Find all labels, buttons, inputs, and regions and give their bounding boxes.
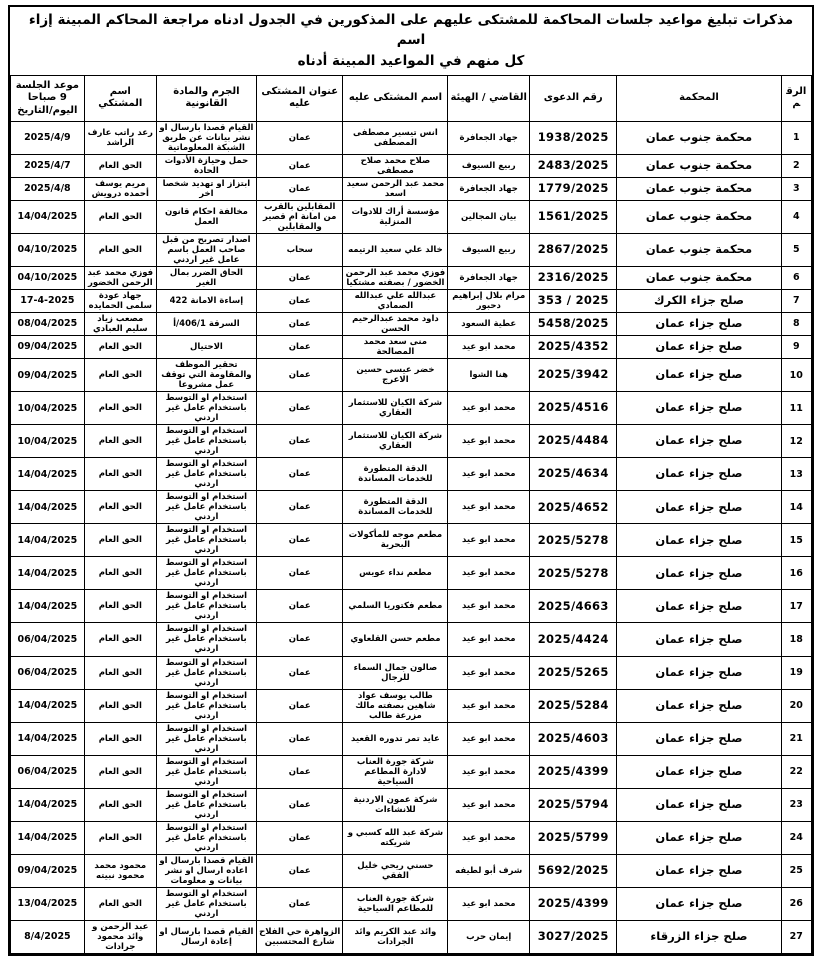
crime-description: استخدام او التوسط باستخدام عامل غير اردني xyxy=(156,689,256,722)
row-number: 1 xyxy=(781,121,811,154)
table-row xyxy=(11,656,812,689)
row-number: 14 xyxy=(781,491,811,524)
col-header-address: عنوان المشتكى عليه xyxy=(256,75,343,121)
defendant-name: فوزي محمد عبد الرحمن الخضور / بصفته مشتكيا xyxy=(343,266,448,289)
defendant-address: المقابلين بالقرب من امانة ام قصير والمقابلين xyxy=(256,200,343,233)
case-number: 5458/2025 xyxy=(530,313,617,336)
table-header xyxy=(11,75,812,121)
table-row xyxy=(11,722,812,755)
defendant-address: عمان xyxy=(256,121,343,154)
crime-description: ابتزاز او تهديد شخصا اخر xyxy=(156,177,256,200)
case-number: 2025/5278 xyxy=(530,557,617,590)
complainant-name: الحق العام xyxy=(84,524,156,557)
judge-name: بيان المجالين xyxy=(448,200,530,233)
defendant-address: الزواهرة حي الفلاح شارع المحتسبين xyxy=(256,920,343,953)
crime-description: استخدام او التوسط باستخدام عامل غير اردني xyxy=(156,656,256,689)
hearing-date: 14/04/2025 xyxy=(11,200,85,233)
case-number: 2025/4634 xyxy=(530,458,617,491)
row-number: 17 xyxy=(781,590,811,623)
case-number: 2025/4516 xyxy=(530,392,617,425)
row-number: 11 xyxy=(781,392,811,425)
hearing-date: 09/04/2025 xyxy=(11,359,85,392)
judge-name: محمد ابو عيد xyxy=(448,557,530,590)
table-row xyxy=(11,590,812,623)
crime-description: حمل وحيازة الأدوات الحادة xyxy=(156,154,256,177)
col-header-crime: الجرم والمادة القانونية xyxy=(156,75,256,121)
table-row xyxy=(11,289,812,312)
table-row xyxy=(11,887,812,920)
judge-name: ربيع السيوف xyxy=(448,154,530,177)
judge-name: شرف أبو لطيفه xyxy=(448,854,530,887)
judge-name: محمد ابو عيد xyxy=(448,689,530,722)
hearing-date: 14/04/2025 xyxy=(11,722,85,755)
crime-description: إساءة الامانة 422 xyxy=(156,289,256,312)
crime-description: استخدام او التوسط باستخدام عامل غير اردني xyxy=(156,524,256,557)
row-number: 21 xyxy=(781,722,811,755)
court-name: صلح جزاء عمان xyxy=(617,788,781,821)
document-title xyxy=(10,7,812,75)
hearing-date: 09/04/2025 xyxy=(11,854,85,887)
court-name: صلح جزاء عمان xyxy=(617,392,781,425)
hearing-date: 14/04/2025 xyxy=(11,689,85,722)
court-name: صلح جزاء عمان xyxy=(617,313,781,336)
table-row xyxy=(11,755,812,788)
table-row xyxy=(11,920,812,953)
crime-description: استخدام او التوسط باستخدام عامل غير اردني xyxy=(156,821,256,854)
defendant-address: عمان xyxy=(256,266,343,289)
defendant-name: شركة عبد الله كسبي و شريكته xyxy=(343,821,448,854)
complainant-name: الحق العام xyxy=(84,392,156,425)
row-number: 10 xyxy=(781,359,811,392)
crime-description: استخدام او التوسط باستخدام عامل غير اردني xyxy=(156,755,256,788)
defendant-address: عمان xyxy=(256,336,343,359)
row-number: 15 xyxy=(781,524,811,557)
row-number: 4 xyxy=(781,200,811,233)
crime-description: مخالفة احكام قانون العمل xyxy=(156,200,256,233)
table-row xyxy=(11,392,812,425)
case-number: 2025/4652 xyxy=(530,491,617,524)
complainant-name: الحق العام xyxy=(84,200,156,233)
hearing-date: 17-4-2025 xyxy=(11,289,85,312)
court-name: صلح جزاء عمان xyxy=(617,336,781,359)
col-header-defendant: اسم المشتكى عليه xyxy=(343,75,448,121)
court-name: صلح جزاء عمان xyxy=(617,524,781,557)
case-number: 2025/4399 xyxy=(530,887,617,920)
defendant-address: عمان xyxy=(256,656,343,689)
defendant-address: عمان xyxy=(256,491,343,524)
crime-description: السرقة 406/1/أ xyxy=(156,313,256,336)
judge-name: محمد ابو عيد xyxy=(448,623,530,656)
crime-description: القيام قصدا بارسال او اعاده ارسال او نشر بيانات و معلومات xyxy=(156,854,256,887)
crime-description: استخدام او التوسط باستخدام عامل غير اردني xyxy=(156,722,256,755)
table-row xyxy=(11,557,812,590)
case-number: 2483/2025 xyxy=(530,154,617,177)
col-header-number: الرقم xyxy=(781,75,811,121)
judge-name: محمد ابو عيد xyxy=(448,524,530,557)
case-number: 2867/2025 xyxy=(530,233,617,266)
hearing-date: 2025/4/8 xyxy=(11,177,85,200)
court-name: صلح جزاء عمان xyxy=(617,722,781,755)
complainant-name: محمود محمد محمود نبيته xyxy=(84,854,156,887)
court-name: صلح جزاء عمان xyxy=(617,854,781,887)
hearing-date: 14/04/2025 xyxy=(11,788,85,821)
hearings-table xyxy=(10,75,812,954)
hearing-date: 2025/4/9 xyxy=(11,121,85,154)
row-number: 27 xyxy=(781,920,811,953)
row-number: 6 xyxy=(781,266,811,289)
hearing-date: 08/04/2025 xyxy=(11,313,85,336)
defendant-name: وائد عبد الكريم وائد الجرادات xyxy=(343,920,448,953)
row-number: 9 xyxy=(781,336,811,359)
complainant-name: الحق العام xyxy=(84,689,156,722)
court-name: محكمة جنوب عمان xyxy=(617,266,781,289)
crime-description: الحاق الضرر بمال الغير xyxy=(156,266,256,289)
defendant-address: عمان xyxy=(256,854,343,887)
judge-name: إيمان حرب xyxy=(448,920,530,953)
row-number: 22 xyxy=(781,755,811,788)
defendant-address: عمان xyxy=(256,524,343,557)
table-row xyxy=(11,200,812,233)
crime-description: استخدام او التوسط باستخدام عامل غير اردني xyxy=(156,392,256,425)
hearing-date: 06/04/2025 xyxy=(11,656,85,689)
complainant-name: الحق العام xyxy=(84,623,156,656)
complainant-name: مريم يوسف أحمده درويش xyxy=(84,177,156,200)
defendant-address: عمان xyxy=(256,887,343,920)
complainant-name: الحق العام xyxy=(84,590,156,623)
complainant-name: جهاد عودة سلمى الحمايده xyxy=(84,289,156,312)
case-number: 5692/2025 xyxy=(530,854,617,887)
hearing-date: 8/4/2025 xyxy=(11,920,85,953)
judge-name: هنا الشوا xyxy=(448,359,530,392)
table-row xyxy=(11,491,812,524)
table-row xyxy=(11,854,812,887)
table-row xyxy=(11,689,812,722)
judge-name: مرام بلال إبراهيم دحبور xyxy=(448,289,530,312)
table-row xyxy=(11,266,812,289)
complainant-name: الحق العام xyxy=(84,491,156,524)
defendant-address: عمان xyxy=(256,177,343,200)
hearing-date: 04/10/2025 xyxy=(11,266,85,289)
crime-description: استخدام او التوسط باستخدام عامل غير اردني xyxy=(156,623,256,656)
defendant-address: عمان xyxy=(256,154,343,177)
court-name: محكمة جنوب عمان xyxy=(617,233,781,266)
complainant-name: فوزي محمد عبد الرحمن الخضور xyxy=(84,266,156,289)
defendant-name: مطعم حسن القلعاوي xyxy=(343,623,448,656)
case-number: 2025/4352 xyxy=(530,336,617,359)
defendant-name: خضر عيسى حسين الاعرج xyxy=(343,359,448,392)
judge-name: عطية السعود xyxy=(448,313,530,336)
crime-description: استخدام او التوسط باستخدام عامل غير اردني xyxy=(156,425,256,458)
defendant-address: عمان xyxy=(256,623,343,656)
row-number: 24 xyxy=(781,821,811,854)
table-body xyxy=(11,121,812,953)
document-title-line2: كل منهم في المواعيد المبينة أدناه xyxy=(297,52,525,69)
table-row xyxy=(11,233,812,266)
complainant-name: الحق العام xyxy=(84,722,156,755)
col-header-judge: القاضي / الهيئة xyxy=(448,75,530,121)
hearing-date: 06/04/2025 xyxy=(11,755,85,788)
defendant-address: عمان xyxy=(256,590,343,623)
court-name: محكمة جنوب عمان xyxy=(617,154,781,177)
court-name: صلح جزاء عمان xyxy=(617,590,781,623)
complainant-name: الحق العام xyxy=(84,788,156,821)
document-title-line1: مذكرات تبليغ مواعيد جلسات المحاكمة للمشتكى عليهم على المذكورين في الجدول ادناه مراجعة المحاكم المبينة إزاء اسم xyxy=(28,12,794,49)
judge-name: ربيع السيوف xyxy=(448,233,530,266)
complainant-name: الحق العام xyxy=(84,359,156,392)
hearing-date: 09/04/2025 xyxy=(11,336,85,359)
table-row xyxy=(11,313,812,336)
defendant-address: عمان xyxy=(256,392,343,425)
judge-name: محمد ابو عيد xyxy=(448,491,530,524)
defendant-address: عمان xyxy=(256,359,343,392)
complainant-name: الحق العام xyxy=(84,887,156,920)
hearing-date: 14/04/2025 xyxy=(11,557,85,590)
judge-name: جهاد الجعافرة xyxy=(448,177,530,200)
court-name: صلح جزاء عمان xyxy=(617,623,781,656)
defendant-name: شركة جورة العناب لادارة المطاعم السياحية xyxy=(343,755,448,788)
case-number: 1561/2025 xyxy=(530,200,617,233)
defendant-address: عمان xyxy=(256,289,343,312)
complainant-name: مصعب زياد سليم العبادي xyxy=(84,313,156,336)
complainant-name: عبد الرحمن و وائد محمود جرادات xyxy=(84,920,156,953)
crime-description: تحقير الموظف والمقاومة التي توقف عمل مشروعا xyxy=(156,359,256,392)
hearing-date: 06/04/2025 xyxy=(11,623,85,656)
defendant-address: سحاب xyxy=(256,233,343,266)
court-name: صلح جزاء عمان xyxy=(617,887,781,920)
judge-name: جهاد الجعافرة xyxy=(448,266,530,289)
complainant-name: الحق العام xyxy=(84,425,156,458)
judge-name: محمد ابو عيد xyxy=(448,590,530,623)
case-number: 2025/4663 xyxy=(530,590,617,623)
case-number: 2025/5265 xyxy=(530,656,617,689)
judge-name: محمد ابو عيد xyxy=(448,722,530,755)
crime-description: القيام قصدا بارسال او نشر بيانات عن طريق الشبكة المعلوماتية xyxy=(156,121,256,154)
row-number: 5 xyxy=(781,233,811,266)
document-frame xyxy=(8,5,814,956)
defendant-name: شركة الكيان للاستثمار العقاري xyxy=(343,425,448,458)
crime-description: القيام قصدا بارسال او إعادة ارسال xyxy=(156,920,256,953)
defendant-name: داود محمد عبدالرحيم الحسن xyxy=(343,313,448,336)
defendant-name: منى سعد محمد المصالحة xyxy=(343,336,448,359)
defendant-name: شركة جورة العناب للمطاعم السياحية xyxy=(343,887,448,920)
col-header-court: المحكمة xyxy=(617,75,781,121)
defendant-name: الدقة المتطورة للخدمات المساندة xyxy=(343,458,448,491)
defendant-name: مؤسسة أراك للادوات المنزلية xyxy=(343,200,448,233)
crime-description: استخدام او التوسط باستخدام عامل غير اردني xyxy=(156,458,256,491)
col-header-case-number: رقم الدعوى xyxy=(530,75,617,121)
case-number: 2025/4484 xyxy=(530,425,617,458)
court-name: صلح جزاء عمان xyxy=(617,689,781,722)
defendant-name: محمد عبد الرحمن سعيد اسعد xyxy=(343,177,448,200)
defendant-name: صلاح محمد صلاح مصطفى xyxy=(343,154,448,177)
case-number: 2025/5278 xyxy=(530,524,617,557)
crime-description: استخدام او التوسط باستخدام عامل غير اردني xyxy=(156,788,256,821)
table-row xyxy=(11,177,812,200)
court-name: صلح جزاء عمان xyxy=(617,557,781,590)
court-name: صلح جزاء الكرك xyxy=(617,289,781,312)
defendant-name: طالب يوسف عواد شاهين بصفته مالك مزرعة طالب xyxy=(343,689,448,722)
court-name: محكمة جنوب عمان xyxy=(617,177,781,200)
defendant-name: شركة الكيان للاستثمار العقاري xyxy=(343,392,448,425)
crime-description: استخدام او التوسط باستخدام عامل غير اردني xyxy=(156,491,256,524)
defendant-name: مطعم فكتوريا السلمي xyxy=(343,590,448,623)
crime-description: اصدار تصريح من قبل صاحب العمل باسم عامل غير اردني xyxy=(156,233,256,266)
crime-description: استخدام او التوسط باستخدام عامل غير اردني xyxy=(156,887,256,920)
hearing-date: 2025/4/7 xyxy=(11,154,85,177)
court-name: محكمة جنوب عمان xyxy=(617,121,781,154)
case-number: 2025/4603 xyxy=(530,722,617,755)
case-number: 2025/4399 xyxy=(530,755,617,788)
judge-name: محمد ابو عيد xyxy=(448,887,530,920)
defendant-name: الدقة المتطورة للخدمات المساندة xyxy=(343,491,448,524)
court-name: صلح جزاء عمان xyxy=(617,656,781,689)
defendant-address: عمان xyxy=(256,689,343,722)
case-number: 2025/3942 xyxy=(530,359,617,392)
table-row xyxy=(11,336,812,359)
hearing-date: 10/04/2025 xyxy=(11,392,85,425)
hearing-date: 04/10/2025 xyxy=(11,233,85,266)
row-number: 13 xyxy=(781,458,811,491)
complainant-name: الحق العام xyxy=(84,154,156,177)
table-row xyxy=(11,458,812,491)
defendant-name: انس تيسير مصطفى المصطفى xyxy=(343,121,448,154)
defendant-name: صالون جمال السماء للرجال xyxy=(343,656,448,689)
table-row xyxy=(11,121,812,154)
complainant-name: الحق العام xyxy=(84,557,156,590)
row-number: 3 xyxy=(781,177,811,200)
judge-name: محمد ابو عيد xyxy=(448,656,530,689)
defendant-address: عمان xyxy=(256,458,343,491)
row-number: 7 xyxy=(781,289,811,312)
defendant-address: عمان xyxy=(256,722,343,755)
defendant-address: عمان xyxy=(256,788,343,821)
table-row xyxy=(11,154,812,177)
table-header-row xyxy=(11,75,812,121)
table-row xyxy=(11,623,812,656)
judge-name: محمد ابو عيد xyxy=(448,458,530,491)
case-number: 2316/2025 xyxy=(530,266,617,289)
table-row xyxy=(11,821,812,854)
row-number: 8 xyxy=(781,313,811,336)
defendant-name: خالد علي سعيد الرتيمه xyxy=(343,233,448,266)
table-row xyxy=(11,788,812,821)
row-number: 2 xyxy=(781,154,811,177)
court-name: صلح جزاء الزرقاء xyxy=(617,920,781,953)
complainant-name: رعد راتب عارف الراشد xyxy=(84,121,156,154)
table-row xyxy=(11,524,812,557)
court-name: صلح جزاء عمان xyxy=(617,458,781,491)
crime-description: الاحتيال xyxy=(156,336,256,359)
case-number: 1779/2025 xyxy=(530,177,617,200)
complainant-name: الحق العام xyxy=(84,336,156,359)
row-number: 23 xyxy=(781,788,811,821)
court-name: صلح جزاء عمان xyxy=(617,755,781,788)
row-number: 16 xyxy=(781,557,811,590)
row-number: 18 xyxy=(781,623,811,656)
judge-name: محمد ابو عيد xyxy=(448,788,530,821)
case-number: 2025/4424 xyxy=(530,623,617,656)
defendant-address: عمان xyxy=(256,557,343,590)
court-name: صلح جزاء عمان xyxy=(617,359,781,392)
complainant-name: الحق العام xyxy=(84,233,156,266)
crime-description: استخدام او التوسط باستخدام عامل غير اردني xyxy=(156,590,256,623)
defendant-address: عمان xyxy=(256,821,343,854)
hearing-date: 14/04/2025 xyxy=(11,458,85,491)
hearing-date: 14/04/2025 xyxy=(11,590,85,623)
defendant-name: شركة عمون الاردنية للانشاءات xyxy=(343,788,448,821)
defendant-name: حسني ريحي خليل الفقي xyxy=(343,854,448,887)
court-name: صلح جزاء عمان xyxy=(617,425,781,458)
row-number: 19 xyxy=(781,656,811,689)
hearing-date: 14/04/2025 xyxy=(11,524,85,557)
court-name: محكمة جنوب عمان xyxy=(617,200,781,233)
hearing-date: 14/04/2025 xyxy=(11,821,85,854)
row-number: 25 xyxy=(781,854,811,887)
judge-name: محمد ابو عيد xyxy=(448,755,530,788)
hearing-date: 13/04/2025 xyxy=(11,887,85,920)
defendant-address: عمان xyxy=(256,313,343,336)
crime-description: استخدام او التوسط باستخدام عامل غير اردني xyxy=(156,557,256,590)
complainant-name: الحق العام xyxy=(84,656,156,689)
defendant-name: مطعم موجه للمأكولات البحرية xyxy=(343,524,448,557)
case-number: 1938/2025 xyxy=(530,121,617,154)
defendant-address: عمان xyxy=(256,755,343,788)
complainant-name: الحق العام xyxy=(84,458,156,491)
hearing-date: 10/04/2025 xyxy=(11,425,85,458)
row-number: 26 xyxy=(781,887,811,920)
complainant-name: الحق العام xyxy=(84,755,156,788)
judge-name: محمد ابو عيد xyxy=(448,821,530,854)
court-name: صلح جزاء عمان xyxy=(617,491,781,524)
case-number: 3027/2025 xyxy=(530,920,617,953)
defendant-name: عبدالله علي عبدالله الصمادي xyxy=(343,289,448,312)
defendant-address: عمان xyxy=(256,425,343,458)
judge-name: جهاد الجعافرة xyxy=(448,121,530,154)
document-page xyxy=(0,5,822,956)
hearing-date: 14/04/2025 xyxy=(11,491,85,524)
case-number: 2025/5799 xyxy=(530,821,617,854)
case-number: 2025/5284 xyxy=(530,689,617,722)
defendant-name: مطعم نداء عويس xyxy=(343,557,448,590)
row-number: 20 xyxy=(781,689,811,722)
defendant-name: عايد تمر تدوره القعيد xyxy=(343,722,448,755)
case-number: 353 / 2025 xyxy=(530,289,617,312)
complainant-name: الحق العام xyxy=(84,821,156,854)
judge-name: محمد ابو عيد xyxy=(448,425,530,458)
row-number: 12 xyxy=(781,425,811,458)
judge-name: محمد ابو عيد xyxy=(448,392,530,425)
col-header-date: موعد الجلسة 9 صباحا اليوم/التاريخ xyxy=(11,75,85,121)
judge-name: محمد ابو عيد xyxy=(448,336,530,359)
table-row xyxy=(11,359,812,392)
case-number: 2025/5794 xyxy=(530,788,617,821)
court-name: صلح جزاء عمان xyxy=(617,821,781,854)
col-header-complainant: اسم المشتكي xyxy=(84,75,156,121)
table-row xyxy=(11,425,812,458)
